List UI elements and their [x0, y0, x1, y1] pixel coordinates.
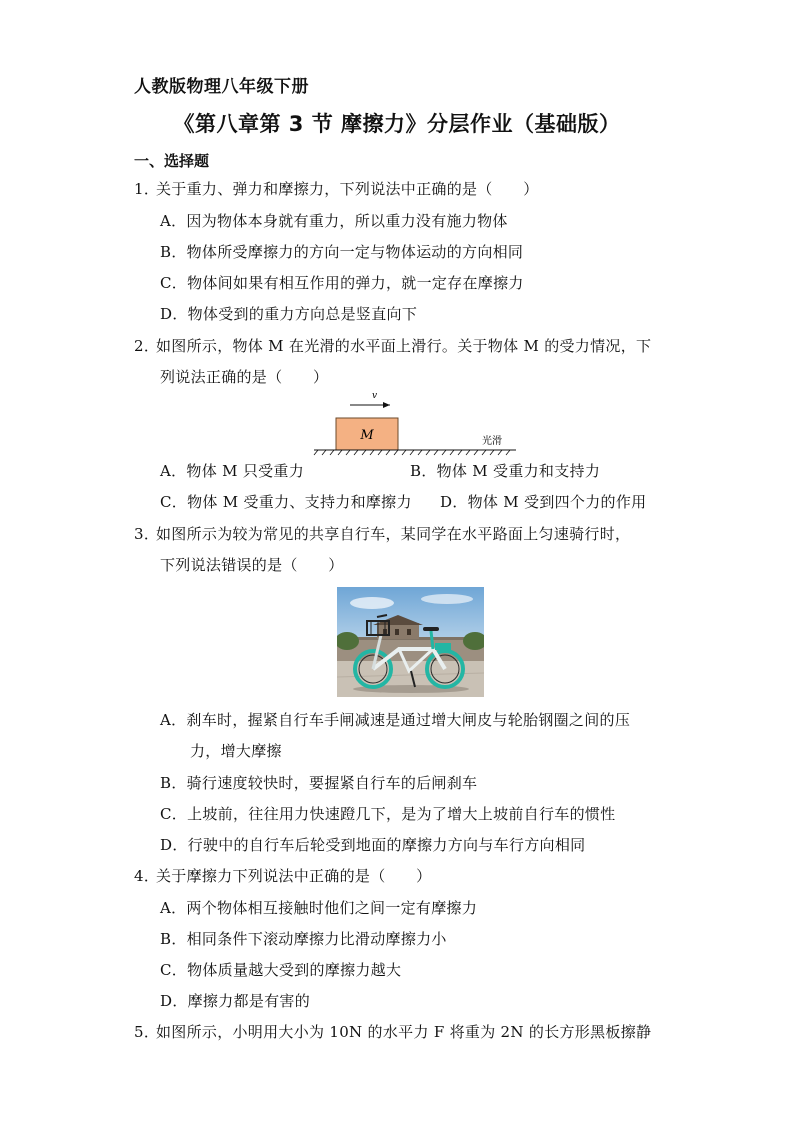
- question-stem: 关于摩擦力下列说法中正确的是（ ）: [156, 867, 432, 885]
- option-2d: D．物体 M 受到四个力的作用: [440, 493, 647, 511]
- question-number: 3．: [134, 525, 160, 543]
- question-stem: 关于重力、弹力和摩擦力，下列说法中正确的是（ ）: [156, 180, 539, 198]
- option-4b: B．相同条件下滚动摩擦力比滑动摩擦力小: [160, 930, 447, 948]
- question-3: [134, 524, 630, 544]
- section-heading: 一、选择题: [134, 152, 210, 170]
- option-1b: B．物体所受摩擦力的方向一定与物体运动的方向相同: [160, 243, 524, 261]
- option-3c: C．上坡前，往往用力快速蹬几下，是为了增大上坡前自行车的惯性: [160, 805, 616, 823]
- option-4d: D．摩擦力都是有害的: [160, 992, 311, 1010]
- arrow-head-icon: [383, 402, 390, 408]
- sliding-block-figure: [310, 386, 520, 456]
- question-number: 2．: [134, 337, 160, 355]
- block-label: M: [360, 428, 374, 443]
- shared-bike-photo: [337, 587, 484, 697]
- option-3d: D．行驶中的自行车后轮受到地面的摩擦力方向与车行方向相同: [160, 836, 586, 854]
- subject-heading: 人教版物理八年级下册: [134, 77, 309, 97]
- question-stem-line2: 下列说法错误的是（ ）: [160, 556, 344, 574]
- question-stem-line1: 如图所示，物体 M 在光滑的水平面上滑行。关于物体 M 的受力情况，下: [156, 337, 652, 355]
- question-stem-line1: 如图所示，小明用大小为 10N 的水平力 F 将重为 2N 的长方形黑板擦静: [156, 1023, 652, 1041]
- option-4c: C．物体质量越大受到的摩擦力越大: [160, 961, 402, 979]
- question-number: 1．: [134, 180, 160, 198]
- option-3b: B．骑行速度较快时，要握紧自行车的后闸刹车: [160, 774, 478, 792]
- velocity-label: v: [372, 391, 378, 401]
- option-3a-continued: 力，增大摩擦: [190, 742, 282, 760]
- option-3a: A．刹车时，握紧自行车手闸减速是通过增大闸皮与轮胎钢圈之间的压: [160, 711, 631, 729]
- question-4: [134, 866, 431, 886]
- option-1a: A．因为物体本身就有重力，所以重力没有施力物体: [160, 212, 508, 230]
- question-number: 4．: [134, 867, 160, 885]
- ground-hatching: [314, 450, 510, 455]
- question-stem-line2: 列说法正确的是（ ）: [160, 368, 329, 386]
- option-1c: C．物体间如果有相互作用的弹力，就一定存在摩擦力: [160, 274, 524, 292]
- option-2b: B．物体 M 受重力和支持力: [410, 462, 601, 480]
- surface-label: 光滑: [482, 436, 502, 447]
- question-5: [134, 1022, 651, 1042]
- question-1: [134, 179, 539, 199]
- option-2a: A．物体 M 只受重力: [160, 462, 305, 480]
- question-number: 5．: [134, 1023, 160, 1041]
- question-2: [134, 336, 651, 356]
- page-title: 《第八章第 3 节 摩擦力》分层作业（基础版）: [173, 112, 621, 136]
- option-1d: D．物体受到的重力方向总是竖直向下: [160, 305, 418, 323]
- question-stem-line1: 如图所示为较为常见的共享自行车，某同学在水平路面上匀速骑行时，: [156, 525, 631, 543]
- option-4a: A．两个物体相互接触时他们之间一定有摩擦力: [160, 899, 478, 917]
- option-2c: C．物体 M 受重力、支持力和摩擦力: [160, 493, 412, 511]
